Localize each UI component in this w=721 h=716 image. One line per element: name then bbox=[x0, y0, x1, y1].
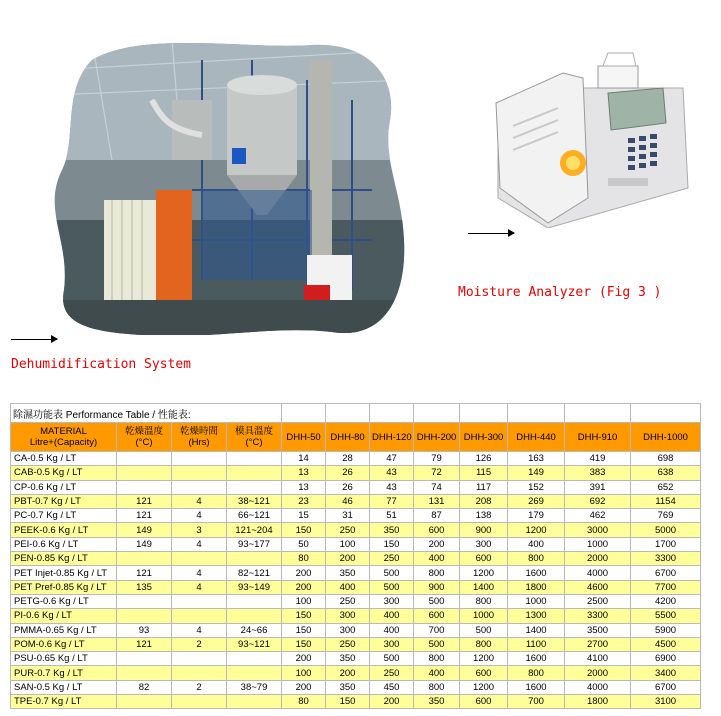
header-model: DHH-300 bbox=[460, 423, 508, 452]
capacity-cell: 1800 bbox=[565, 695, 631, 709]
capacity-cell: 1600 bbox=[508, 652, 565, 666]
dehumidification-caption: Dehumidification System bbox=[11, 357, 192, 372]
capacity-cell: 100 bbox=[282, 594, 326, 608]
mold-temp-cell bbox=[227, 594, 282, 608]
dry-time-cell: 4 bbox=[172, 623, 227, 637]
capacity-cell: 2700 bbox=[565, 637, 631, 651]
capacity-cell: 1154 bbox=[631, 494, 701, 508]
arrow-right-icon bbox=[11, 339, 57, 340]
material-cell: PEEK-0.6 Kg / LT bbox=[11, 523, 117, 537]
mold-temp-cell: 121~204 bbox=[227, 523, 282, 537]
dry-temp-cell: 135 bbox=[117, 580, 172, 594]
capacity-cell: 1200 bbox=[460, 680, 508, 694]
dry-time-cell bbox=[172, 666, 227, 680]
capacity-cell: 1400 bbox=[508, 623, 565, 637]
capacity-cell: 14 bbox=[282, 452, 326, 466]
capacity-cell: 383 bbox=[565, 466, 631, 480]
capacity-cell: 100 bbox=[326, 537, 370, 551]
mold-temp-cell: 93~149 bbox=[227, 580, 282, 594]
dry-temp-cell: 82 bbox=[117, 680, 172, 694]
table-row bbox=[11, 523, 701, 537]
capacity-cell: 150 bbox=[282, 523, 326, 537]
capacity-cell: 400 bbox=[370, 609, 414, 623]
mold-temp-cell bbox=[227, 480, 282, 494]
capacity-cell: 4600 bbox=[565, 580, 631, 594]
capacity-cell: 200 bbox=[282, 680, 326, 694]
capacity-cell: 3000 bbox=[565, 523, 631, 537]
capacity-cell: 200 bbox=[282, 652, 326, 666]
capacity-cell: 150 bbox=[370, 537, 414, 551]
material-cell: PBT-0.7 Kg / LT bbox=[11, 494, 117, 508]
table-body bbox=[11, 452, 701, 709]
header-model: DHH-440 bbox=[508, 423, 565, 452]
capacity-cell: 80 bbox=[282, 552, 326, 566]
table-row bbox=[11, 680, 701, 694]
capacity-cell: 5900 bbox=[631, 623, 701, 637]
capacity-cell: 7700 bbox=[631, 580, 701, 594]
dry-temp-cell: 121 bbox=[117, 494, 172, 508]
performance-table bbox=[10, 403, 701, 709]
material-cell: CP-0.6 Kg / LT bbox=[11, 480, 117, 494]
dry-time-cell: 2 bbox=[172, 637, 227, 651]
capacity-cell: 6900 bbox=[631, 652, 701, 666]
header-model: DHH-80 bbox=[326, 423, 370, 452]
dry-time-cell bbox=[172, 652, 227, 666]
capacity-cell: 150 bbox=[326, 695, 370, 709]
capacity-cell: 250 bbox=[370, 552, 414, 566]
capacity-cell: 350 bbox=[414, 695, 460, 709]
capacity-cell: 6700 bbox=[631, 566, 701, 580]
table-row bbox=[11, 594, 701, 608]
capacity-cell: 800 bbox=[460, 637, 508, 651]
capacity-cell: 400 bbox=[414, 552, 460, 566]
dry-time-cell: 4 bbox=[172, 494, 227, 508]
mold-temp-cell: 93~121 bbox=[227, 637, 282, 651]
capacity-cell: 23 bbox=[282, 494, 326, 508]
dry-temp-cell bbox=[117, 666, 172, 680]
capacity-cell: 43 bbox=[370, 480, 414, 494]
table-row bbox=[11, 580, 701, 594]
dry-time-cell bbox=[172, 695, 227, 709]
capacity-cell: 500 bbox=[414, 594, 460, 608]
capacity-cell: 1200 bbox=[460, 652, 508, 666]
capacity-cell: 200 bbox=[326, 552, 370, 566]
material-cell: PET Pref-0.85 Kg / LT bbox=[11, 580, 117, 594]
capacity-cell: 800 bbox=[460, 594, 508, 608]
capacity-cell: 300 bbox=[326, 609, 370, 623]
mold-temp-cell: 24~66 bbox=[227, 623, 282, 637]
dry-time-cell bbox=[172, 452, 227, 466]
mold-temp-cell: 38~121 bbox=[227, 494, 282, 508]
table-row bbox=[11, 494, 701, 508]
capacity-cell: 1600 bbox=[508, 566, 565, 580]
capacity-cell: 200 bbox=[282, 566, 326, 580]
capacity-cell: 652 bbox=[631, 480, 701, 494]
capacity-cell: 5000 bbox=[631, 523, 701, 537]
material-cell: POM-0.6 Kg / LT bbox=[11, 637, 117, 651]
dry-temp-cell bbox=[117, 452, 172, 466]
mold-temp-cell: 93~177 bbox=[227, 537, 282, 551]
capacity-cell: 1200 bbox=[460, 566, 508, 580]
material-cell: TPE-0.7 Kg / LT bbox=[11, 695, 117, 709]
capacity-cell: 250 bbox=[370, 666, 414, 680]
capacity-cell: 692 bbox=[565, 494, 631, 508]
capacity-cell: 700 bbox=[414, 623, 460, 637]
capacity-cell: 1700 bbox=[631, 537, 701, 551]
dry-temp-cell bbox=[117, 695, 172, 709]
table-row bbox=[11, 452, 701, 466]
mold-temp-cell: 82~121 bbox=[227, 566, 282, 580]
capacity-cell: 4000 bbox=[565, 680, 631, 694]
dry-temp-cell bbox=[117, 609, 172, 623]
capacity-cell: 350 bbox=[326, 680, 370, 694]
header-mold-temp: 模具溫度 (°C) bbox=[227, 423, 282, 452]
capacity-cell: 600 bbox=[460, 695, 508, 709]
header-model: DHH-200 bbox=[414, 423, 460, 452]
capacity-cell: 269 bbox=[508, 494, 565, 508]
capacity-cell: 3500 bbox=[565, 623, 631, 637]
moisture-analyzer-caption: Moisture Analyzer (Fig 3 ) bbox=[458, 285, 662, 300]
capacity-cell: 1000 bbox=[460, 609, 508, 623]
header-dry-time: 乾燥時間 (Hrs) bbox=[172, 423, 227, 452]
material-cell: PEN-0.85 Kg / LT bbox=[11, 552, 117, 566]
capacity-cell: 769 bbox=[631, 509, 701, 523]
table-header-row bbox=[11, 423, 701, 452]
table-row bbox=[11, 637, 701, 651]
capacity-cell: 4100 bbox=[565, 652, 631, 666]
capacity-cell: 131 bbox=[414, 494, 460, 508]
capacity-cell: 4000 bbox=[565, 566, 631, 580]
dry-temp-cell bbox=[117, 652, 172, 666]
capacity-cell: 100 bbox=[282, 666, 326, 680]
dry-time-cell bbox=[172, 466, 227, 480]
capacity-cell: 77 bbox=[370, 494, 414, 508]
capacity-cell: 1300 bbox=[508, 609, 565, 623]
capacity-cell: 150 bbox=[282, 637, 326, 651]
dry-time-cell: 2 bbox=[172, 680, 227, 694]
mold-temp-cell bbox=[227, 695, 282, 709]
capacity-cell: 250 bbox=[326, 637, 370, 651]
dry-time-cell: 4 bbox=[172, 537, 227, 551]
mold-temp-cell bbox=[227, 609, 282, 623]
capacity-cell: 200 bbox=[370, 695, 414, 709]
table-row bbox=[11, 652, 701, 666]
dehumidification-system-image bbox=[52, 40, 407, 335]
dry-temp-cell: 149 bbox=[117, 523, 172, 537]
capacity-cell: 800 bbox=[414, 680, 460, 694]
capacity-cell: 450 bbox=[370, 680, 414, 694]
mold-temp-cell bbox=[227, 466, 282, 480]
capacity-cell: 500 bbox=[370, 566, 414, 580]
capacity-cell: 1600 bbox=[508, 680, 565, 694]
mold-temp-cell bbox=[227, 652, 282, 666]
capacity-cell: 400 bbox=[508, 537, 565, 551]
capacity-cell: 2000 bbox=[565, 666, 631, 680]
material-cell: PETG-0.6 Kg / LT bbox=[11, 594, 117, 608]
capacity-cell: 350 bbox=[370, 523, 414, 537]
table-row bbox=[11, 466, 701, 480]
capacity-cell: 43 bbox=[370, 466, 414, 480]
table-row bbox=[11, 566, 701, 580]
table-row bbox=[11, 537, 701, 551]
capacity-cell: 74 bbox=[414, 480, 460, 494]
dry-time-cell: 4 bbox=[172, 566, 227, 580]
header-model: DHH-120 bbox=[370, 423, 414, 452]
material-cell: PC-0.7 Kg / LT bbox=[11, 509, 117, 523]
capacity-cell: 1200 bbox=[508, 523, 565, 537]
table-row bbox=[11, 695, 701, 709]
capacity-cell: 200 bbox=[414, 537, 460, 551]
capacity-cell: 462 bbox=[565, 509, 631, 523]
capacity-cell: 28 bbox=[326, 452, 370, 466]
header-model: DHH-50 bbox=[282, 423, 326, 452]
table-row bbox=[11, 480, 701, 494]
capacity-cell: 5500 bbox=[631, 609, 701, 623]
capacity-cell: 26 bbox=[326, 466, 370, 480]
header-dry-temp: 乾燥溫度 (°C) bbox=[117, 423, 172, 452]
capacity-cell: 698 bbox=[631, 452, 701, 466]
capacity-cell: 50 bbox=[282, 537, 326, 551]
capacity-cell: 117 bbox=[460, 480, 508, 494]
capacity-cell: 149 bbox=[508, 466, 565, 480]
capacity-cell: 700 bbox=[508, 695, 565, 709]
capacity-cell: 500 bbox=[414, 637, 460, 651]
capacity-cell: 500 bbox=[370, 652, 414, 666]
capacity-cell: 1000 bbox=[565, 537, 631, 551]
table-row bbox=[11, 609, 701, 623]
capacity-cell: 2000 bbox=[565, 552, 631, 566]
material-cell: CAB-0.5 Kg / LT bbox=[11, 466, 117, 480]
capacity-cell: 179 bbox=[508, 509, 565, 523]
capacity-cell: 500 bbox=[370, 580, 414, 594]
dry-time-cell bbox=[172, 552, 227, 566]
capacity-cell: 1400 bbox=[460, 580, 508, 594]
capacity-cell: 115 bbox=[460, 466, 508, 480]
dry-time-cell bbox=[172, 594, 227, 608]
capacity-cell: 13 bbox=[282, 466, 326, 480]
mold-temp-cell bbox=[227, 452, 282, 466]
material-cell: PET Injet-0.85 Kg / LT bbox=[11, 566, 117, 580]
material-cell: SAN-0.5 Kg / LT bbox=[11, 680, 117, 694]
dry-time-cell: 4 bbox=[172, 509, 227, 523]
table-title: 除濕功能表 Performance Table / 性能表: bbox=[11, 404, 282, 423]
capacity-cell: 600 bbox=[460, 552, 508, 566]
dry-temp-cell bbox=[117, 594, 172, 608]
table-row bbox=[11, 666, 701, 680]
capacity-cell: 163 bbox=[508, 452, 565, 466]
header-model: DHH-910 bbox=[565, 423, 631, 452]
capacity-cell: 150 bbox=[282, 609, 326, 623]
capacity-cell: 250 bbox=[326, 523, 370, 537]
capacity-cell: 13 bbox=[282, 480, 326, 494]
capacity-cell: 79 bbox=[414, 452, 460, 466]
capacity-cell: 800 bbox=[508, 552, 565, 566]
dry-temp-cell: 121 bbox=[117, 509, 172, 523]
material-cell: PI-0.6 Kg / LT bbox=[11, 609, 117, 623]
moisture-analyzer-image bbox=[488, 48, 693, 228]
dry-temp-cell: 93 bbox=[117, 623, 172, 637]
capacity-cell: 600 bbox=[414, 609, 460, 623]
dry-temp-cell: 121 bbox=[117, 637, 172, 651]
capacity-cell: 391 bbox=[565, 480, 631, 494]
capacity-cell: 600 bbox=[414, 523, 460, 537]
table-row bbox=[11, 623, 701, 637]
capacity-cell: 51 bbox=[370, 509, 414, 523]
mold-temp-cell bbox=[227, 666, 282, 680]
dry-temp-cell bbox=[117, 552, 172, 566]
table-row bbox=[11, 509, 701, 523]
material-cell: PSU-0.65 Kg / LT bbox=[11, 652, 117, 666]
capacity-cell: 300 bbox=[460, 537, 508, 551]
capacity-cell: 400 bbox=[370, 623, 414, 637]
material-cell: PMMA-0.65 Kg / LT bbox=[11, 623, 117, 637]
capacity-cell: 126 bbox=[460, 452, 508, 466]
header-material: MATERIAL Litre+(Capacity) bbox=[11, 423, 117, 452]
capacity-cell: 900 bbox=[414, 580, 460, 594]
capacity-cell: 3100 bbox=[631, 695, 701, 709]
mold-temp-cell: 66~121 bbox=[227, 509, 282, 523]
capacity-cell: 150 bbox=[282, 623, 326, 637]
capacity-cell: 80 bbox=[282, 695, 326, 709]
dry-time-cell: 3 bbox=[172, 523, 227, 537]
capacity-cell: 2500 bbox=[565, 594, 631, 608]
capacity-cell: 800 bbox=[414, 652, 460, 666]
capacity-cell: 47 bbox=[370, 452, 414, 466]
mold-temp-cell: 38~79 bbox=[227, 680, 282, 694]
capacity-cell: 600 bbox=[460, 666, 508, 680]
capacity-cell: 6700 bbox=[631, 680, 701, 694]
capacity-cell: 300 bbox=[370, 594, 414, 608]
capacity-cell: 500 bbox=[460, 623, 508, 637]
dry-temp-cell bbox=[117, 480, 172, 494]
dry-time-cell bbox=[172, 609, 227, 623]
capacity-cell: 31 bbox=[326, 509, 370, 523]
capacity-cell: 800 bbox=[508, 666, 565, 680]
dry-temp-cell bbox=[117, 466, 172, 480]
material-cell: PEI-0.6 Kg / LT bbox=[11, 537, 117, 551]
capacity-cell: 800 bbox=[414, 566, 460, 580]
capacity-cell: 138 bbox=[460, 509, 508, 523]
capacity-cell: 1000 bbox=[508, 594, 565, 608]
capacity-cell: 3300 bbox=[631, 552, 701, 566]
capacity-cell: 350 bbox=[326, 566, 370, 580]
capacity-cell: 300 bbox=[370, 637, 414, 651]
capacity-cell: 900 bbox=[460, 523, 508, 537]
capacity-cell: 200 bbox=[282, 580, 326, 594]
arrow-right-icon bbox=[468, 233, 514, 234]
capacity-cell: 4500 bbox=[631, 637, 701, 651]
capacity-cell: 300 bbox=[326, 623, 370, 637]
capacity-cell: 152 bbox=[508, 480, 565, 494]
capacity-cell: 3300 bbox=[565, 609, 631, 623]
header-model: DHH-1000 bbox=[631, 423, 701, 452]
capacity-cell: 200 bbox=[326, 666, 370, 680]
capacity-cell: 208 bbox=[460, 494, 508, 508]
capacity-cell: 400 bbox=[414, 666, 460, 680]
capacity-cell: 72 bbox=[414, 466, 460, 480]
capacity-cell: 4200 bbox=[631, 594, 701, 608]
capacity-cell: 15 bbox=[282, 509, 326, 523]
capacity-cell: 87 bbox=[414, 509, 460, 523]
capacity-cell: 1100 bbox=[508, 637, 565, 651]
dry-time-cell: 4 bbox=[172, 580, 227, 594]
capacity-cell: 350 bbox=[326, 652, 370, 666]
capacity-cell: 638 bbox=[631, 466, 701, 480]
capacity-cell: 250 bbox=[326, 594, 370, 608]
dry-temp-cell: 121 bbox=[117, 566, 172, 580]
capacity-cell: 419 bbox=[565, 452, 631, 466]
capacity-cell: 26 bbox=[326, 480, 370, 494]
dry-time-cell bbox=[172, 480, 227, 494]
material-cell: PUR-0.7 Kg / LT bbox=[11, 666, 117, 680]
capacity-cell: 46 bbox=[326, 494, 370, 508]
table-row bbox=[11, 552, 701, 566]
material-cell: CA-0.5 Kg / LT bbox=[11, 452, 117, 466]
capacity-cell: 400 bbox=[326, 580, 370, 594]
mold-temp-cell bbox=[227, 552, 282, 566]
capacity-cell: 3400 bbox=[631, 666, 701, 680]
capacity-cell: 1800 bbox=[508, 580, 565, 594]
dry-temp-cell: 149 bbox=[117, 537, 172, 551]
